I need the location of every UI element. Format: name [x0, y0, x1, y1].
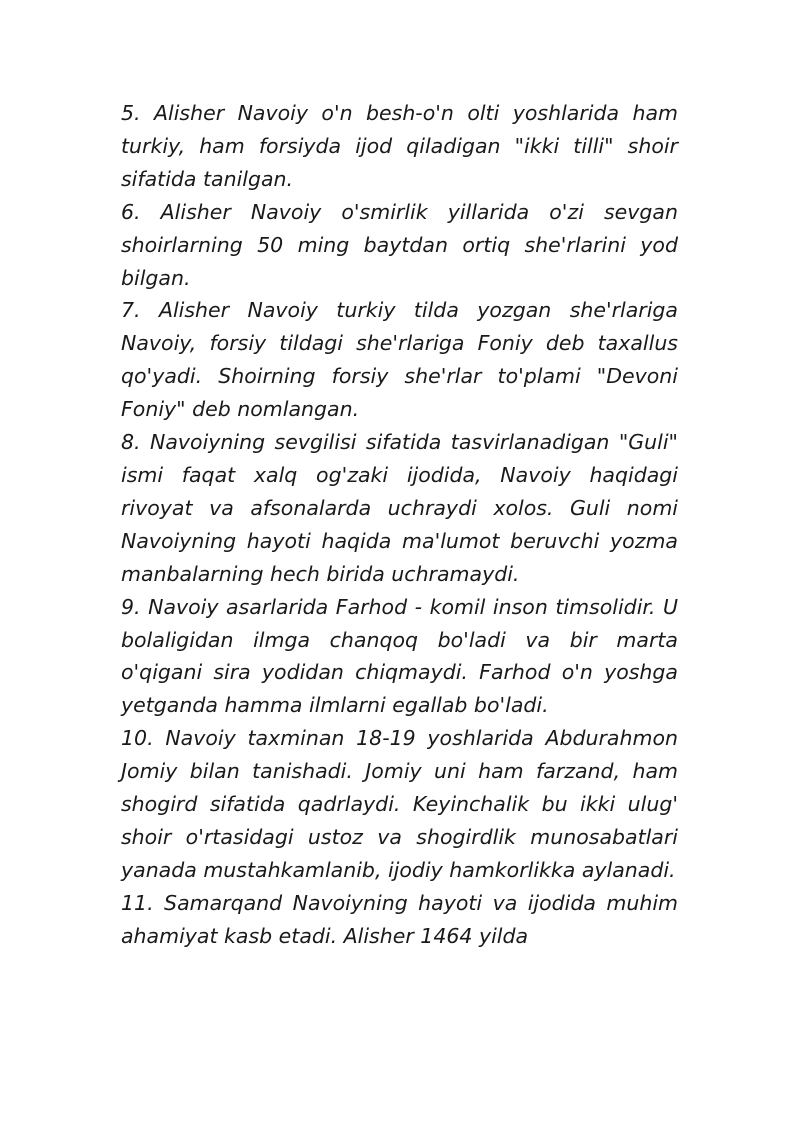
paragraph-7: 7. Alisher Navoiy turkiy tilda yozgan she'rlariga Navoiy, forsiy tildagi she'rlariga Foniy deb taxallus qo'yadi. Shoirning forsiy she'rlar to'plami "Devoni Foniy" deb nomlangan.	[121, 298, 678, 422]
paragraph-5: 5. Alisher Navoiy o'n besh-o'n olti yoshlarida ham turkiy, ham forsiyda ijod qiladigan "ikki tilli" shoir sifatida tanilgan.	[121, 101, 678, 191]
document-page	[121, 97, 678, 953]
paragraph-8: 8. Navoiyning sevgilisi sifatida tasvirlanadigan "Guli" ismi faqat xalq og'zaki ijodida, Navoiy haqidagi rivoyat va afsonalarda uchraydi xolos. Guli nomi Navoiyning hayoti haqida ma'lumot beruvchi yozma manbalarning hech birida uchramaydi.	[121, 430, 678, 586]
paragraph-9: 9. Navoiy asarlarida Farhod - komil inson timsolidir. U bolaligidan ilmga chanqoq bo'ladi va bir marta o'qigani sira yodidan chiqmaydi. Farhod o'n yoshga yetganda hamma ilmlarni egallab bo'ladi.	[121, 594, 678, 718]
paragraph-6: 6. Alisher Navoiy o'smirlik yillarida o'zi sevgan shoirlarning 50 ming baytdan ortiq she'rlarini yod bilgan.	[121, 199, 678, 290]
paragraph-11: 11. Samarqand Navoiyning hayoti va ijodida muhim ahamiyat kasb etadi. Alisher 1464 yilda	[121, 890, 678, 948]
paragraph-10: 10. Navoiy taxminan 18-19 yoshlarida Abdurahmon Jomiy bilan tanishadi. Jomiy uni ham farzand, ham shogird sifatida qadrlaydi. Keyinchalik bu ikki ulug' shoir o'rtasidagi ustoz va shogirdlik munosabatlari yanada mustahkamlanib, ijodiy hamkorlikka aylanadi.	[121, 726, 678, 882]
